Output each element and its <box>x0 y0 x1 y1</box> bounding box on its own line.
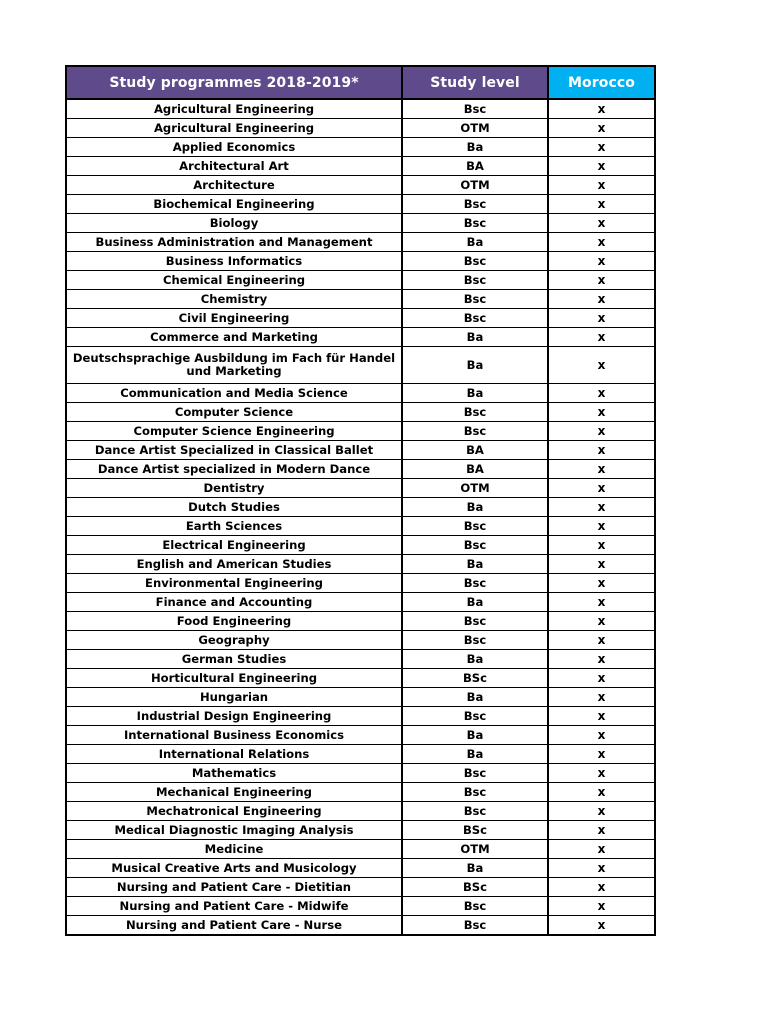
cell-study-level: Bsc <box>402 517 548 536</box>
cell-study-level: Ba <box>402 347 548 384</box>
header-study-programmes: Study programmes 2018-2019* <box>66 66 402 99</box>
cell-study-level: OTM <box>402 119 548 138</box>
table-row <box>66 328 655 347</box>
table-row <box>66 536 655 555</box>
table-row <box>66 840 655 859</box>
table-row <box>66 176 655 195</box>
cell-programme: Biochemical Engineering <box>66 195 402 214</box>
cell-availability-mark: x <box>548 347 655 384</box>
cell-availability-mark: x <box>548 403 655 422</box>
cell-study-level: Ba <box>402 384 548 403</box>
table-row <box>66 631 655 650</box>
cell-study-level: Bsc <box>402 897 548 916</box>
cell-programme: Commerce and Marketing <box>66 328 402 347</box>
cell-study-level: BSc <box>402 878 548 897</box>
table-row <box>66 726 655 745</box>
table-row <box>66 688 655 707</box>
cell-study-level: Bsc <box>402 764 548 783</box>
cell-availability-mark: x <box>548 593 655 612</box>
cell-programme: Deutschsprachige Ausbildung im Fach für Handel und Marketing <box>66 347 402 384</box>
cell-availability-mark: x <box>548 99 655 119</box>
cell-programme: Dutch Studies <box>66 498 402 517</box>
cell-programme: Musical Creative Arts and Musicology <box>66 859 402 878</box>
cell-availability-mark: x <box>548 783 655 802</box>
cell-programme: Biology <box>66 214 402 233</box>
cell-study-level: Ba <box>402 859 548 878</box>
cell-programme: Environmental Engineering <box>66 574 402 593</box>
table-row <box>66 859 655 878</box>
cell-programme: Mechanical Engineering <box>66 783 402 802</box>
table-row <box>66 897 655 916</box>
cell-programme: International Relations <box>66 745 402 764</box>
cell-programme: Dance Artist specialized in Modern Dance <box>66 460 402 479</box>
cell-availability-mark: x <box>548 214 655 233</box>
cell-study-level: Bsc <box>402 403 548 422</box>
cell-programme: International Business Economics <box>66 726 402 745</box>
cell-availability-mark: x <box>548 138 655 157</box>
table-row <box>66 138 655 157</box>
cell-study-level: Bsc <box>402 707 548 726</box>
cell-programme: English and American Studies <box>66 555 402 574</box>
table-row <box>66 460 655 479</box>
cell-availability-mark: x <box>548 441 655 460</box>
cell-study-level: Bsc <box>402 802 548 821</box>
cell-study-level: OTM <box>402 479 548 498</box>
table-row <box>66 707 655 726</box>
cell-study-level: Bsc <box>402 271 548 290</box>
cell-programme: Industrial Design Engineering <box>66 707 402 726</box>
cell-availability-mark: x <box>548 878 655 897</box>
cell-availability-mark: x <box>548 669 655 688</box>
cell-availability-mark: x <box>548 271 655 290</box>
programmes-table <box>65 65 656 936</box>
cell-availability-mark: x <box>548 517 655 536</box>
cell-availability-mark: x <box>548 574 655 593</box>
cell-availability-mark: x <box>548 460 655 479</box>
cell-study-level: Bsc <box>402 309 548 328</box>
cell-programme: Chemical Engineering <box>66 271 402 290</box>
cell-availability-mark: x <box>548 422 655 441</box>
cell-programme: Nursing and Patient Care - Midwife <box>66 897 402 916</box>
cell-study-level: Ba <box>402 726 548 745</box>
cell-availability-mark: x <box>548 821 655 840</box>
cell-programme: Medicine <box>66 840 402 859</box>
table-row <box>66 783 655 802</box>
cell-availability-mark: x <box>548 176 655 195</box>
table-body <box>66 99 655 935</box>
cell-programme: Dentistry <box>66 479 402 498</box>
cell-study-level: OTM <box>402 176 548 195</box>
cell-availability-mark: x <box>548 290 655 309</box>
table-row <box>66 517 655 536</box>
table-row <box>66 878 655 897</box>
cell-study-level: Bsc <box>402 422 548 441</box>
cell-study-level: Bsc <box>402 631 548 650</box>
cell-study-level: Bsc <box>402 536 548 555</box>
table-row <box>66 384 655 403</box>
cell-programme: Finance and Accounting <box>66 593 402 612</box>
table-row <box>66 612 655 631</box>
table-row <box>66 422 655 441</box>
cell-programme: Agricultural Engineering <box>66 99 402 119</box>
table-row <box>66 290 655 309</box>
cell-availability-mark: x <box>548 897 655 916</box>
cell-availability-mark: x <box>548 764 655 783</box>
cell-programme: Horticultural Engineering <box>66 669 402 688</box>
cell-programme: Computer Science Engineering <box>66 422 402 441</box>
cell-programme: Mathematics <box>66 764 402 783</box>
cell-availability-mark: x <box>548 233 655 252</box>
cell-programme: Medical Diagnostic Imaging Analysis <box>66 821 402 840</box>
cell-study-level: Bsc <box>402 290 548 309</box>
cell-availability-mark: x <box>548 745 655 764</box>
cell-availability-mark: x <box>548 688 655 707</box>
cell-programme: Geography <box>66 631 402 650</box>
cell-availability-mark: x <box>548 252 655 271</box>
table-row <box>66 745 655 764</box>
cell-study-level: Ba <box>402 498 548 517</box>
table-row <box>66 574 655 593</box>
programmes-table-wrapper <box>65 65 654 936</box>
cell-study-level: Ba <box>402 138 548 157</box>
cell-programme: Architectural Art <box>66 157 402 176</box>
table-row <box>66 498 655 517</box>
cell-study-level: Bsc <box>402 783 548 802</box>
cell-programme: Chemistry <box>66 290 402 309</box>
cell-study-level: BA <box>402 157 548 176</box>
cell-availability-mark: x <box>548 328 655 347</box>
cell-programme: Earth Sciences <box>66 517 402 536</box>
cell-availability-mark: x <box>548 840 655 859</box>
cell-programme: Applied Economics <box>66 138 402 157</box>
table-row <box>66 802 655 821</box>
cell-study-level: Bsc <box>402 99 548 119</box>
cell-programme: Business Informatics <box>66 252 402 271</box>
cell-study-level: Ba <box>402 593 548 612</box>
cell-availability-mark: x <box>548 555 655 574</box>
cell-programme: Electrical Engineering <box>66 536 402 555</box>
table-row <box>66 441 655 460</box>
table-row <box>66 347 655 384</box>
header-country: Morocco <box>548 66 655 99</box>
cell-availability-mark: x <box>548 498 655 517</box>
cell-programme: Hungarian <box>66 688 402 707</box>
table-row <box>66 403 655 422</box>
cell-availability-mark: x <box>548 859 655 878</box>
cell-study-level: Bsc <box>402 252 548 271</box>
cell-availability-mark: x <box>548 309 655 328</box>
cell-study-level: Bsc <box>402 916 548 936</box>
table-row <box>66 214 655 233</box>
header-study-level: Study level <box>402 66 548 99</box>
table-row <box>66 252 655 271</box>
cell-programme: Agricultural Engineering <box>66 119 402 138</box>
table-row <box>66 916 655 936</box>
table-row <box>66 157 655 176</box>
table-row <box>66 650 655 669</box>
header-row <box>66 66 655 99</box>
table-row <box>66 119 655 138</box>
table-row <box>66 593 655 612</box>
cell-study-level: Ba <box>402 555 548 574</box>
table-row <box>66 479 655 498</box>
cell-programme: Nursing and Patient Care - Nurse <box>66 916 402 936</box>
cell-study-level: Ba <box>402 328 548 347</box>
cell-study-level: Bsc <box>402 612 548 631</box>
cell-availability-mark: x <box>548 195 655 214</box>
table-header <box>66 66 655 99</box>
cell-study-level: Bsc <box>402 195 548 214</box>
cell-programme: Computer Science <box>66 403 402 422</box>
table-row <box>66 309 655 328</box>
cell-availability-mark: x <box>548 612 655 631</box>
cell-availability-mark: x <box>548 479 655 498</box>
cell-availability-mark: x <box>548 916 655 936</box>
cell-study-level: Bsc <box>402 214 548 233</box>
table-row <box>66 271 655 290</box>
cell-study-level: Ba <box>402 745 548 764</box>
cell-study-level: BSc <box>402 669 548 688</box>
cell-study-level: Ba <box>402 688 548 707</box>
cell-study-level: BA <box>402 441 548 460</box>
table-row <box>66 669 655 688</box>
table-row <box>66 195 655 214</box>
cell-availability-mark: x <box>548 384 655 403</box>
cell-programme: Dance Artist Specialized in Classical Ballet <box>66 441 402 460</box>
cell-programme: Communication and Media Science <box>66 384 402 403</box>
cell-study-level: OTM <box>402 840 548 859</box>
cell-availability-mark: x <box>548 157 655 176</box>
cell-programme: Civil Engineering <box>66 309 402 328</box>
cell-availability-mark: x <box>548 707 655 726</box>
table-row <box>66 821 655 840</box>
table-row <box>66 764 655 783</box>
cell-programme: Nursing and Patient Care - Dietitian <box>66 878 402 897</box>
cell-study-level: BSc <box>402 821 548 840</box>
table-row <box>66 555 655 574</box>
table-row <box>66 233 655 252</box>
cell-programme: Food Engineering <box>66 612 402 631</box>
cell-study-level: BA <box>402 460 548 479</box>
cell-programme: Architecture <box>66 176 402 195</box>
cell-programme: Mechatronical Engineering <box>66 802 402 821</box>
cell-study-level: Ba <box>402 233 548 252</box>
cell-programme: German Studies <box>66 650 402 669</box>
cell-availability-mark: x <box>548 536 655 555</box>
cell-availability-mark: x <box>548 650 655 669</box>
cell-availability-mark: x <box>548 631 655 650</box>
cell-study-level: Ba <box>402 650 548 669</box>
cell-availability-mark: x <box>548 119 655 138</box>
cell-programme: Business Administration and Management <box>66 233 402 252</box>
cell-availability-mark: x <box>548 802 655 821</box>
cell-availability-mark: x <box>548 726 655 745</box>
table-row <box>66 99 655 119</box>
cell-study-level: Bsc <box>402 574 548 593</box>
